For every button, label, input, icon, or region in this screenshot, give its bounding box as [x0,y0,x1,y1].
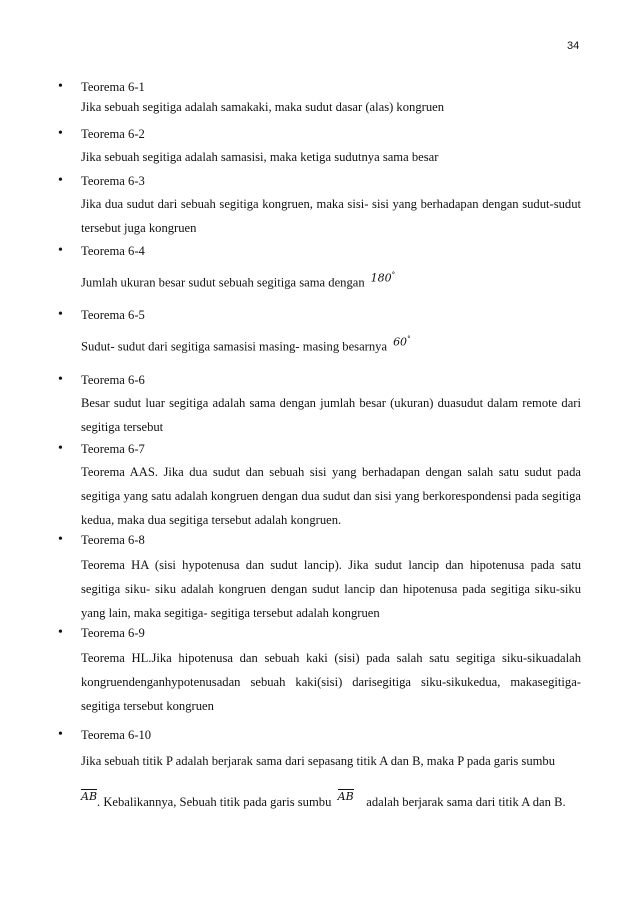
bullet-icon: • [58,727,63,742]
theorem-body: Teorema AAS. Jika dua sudut dan sebuah sisi yang berhadapan dengan salah satu sudut pada segitiga yang satu adalah kongruen dengan dua sudut dan sisi yang berkorespondensi pada segitiga kedua, maka dua segitiga tersebut adalah kongruen. [81,465,581,527]
angle-value [371,263,396,291]
bullet-icon: • [58,372,63,387]
segment-ab: AB [81,790,98,803]
theorem-title: Teorema 6-10 [81,728,152,742]
bullet-icon: • [58,173,63,188]
theorem-title: Teorema 6-4 [81,244,145,258]
theorem-body-continued [81,790,581,814]
theorem-title: Teorema 6-2 [81,127,145,141]
bullet-icon: • [58,307,63,322]
theorem-title: Teorema 6-7 [81,442,145,456]
theorem-body: Jika sebuah segitiga adalah samasisi, maka ketiga sudutnya sama besar [81,150,439,164]
degree-symbol: ° [407,335,411,343]
theorem-title: Teorema 6-5 [81,308,145,322]
angle-number: 180 [370,271,392,285]
segment-ab: AB [337,790,354,803]
theorem-body [81,332,581,360]
theorem-title: Teorema 6-8 [81,533,145,547]
angle-number: 60 [393,335,408,349]
theorem-title: Teorema 6-1 [81,80,145,94]
theorem-text: adalah berjarak sama dari titik A dan B. [366,795,566,809]
theorem-text: . Kebalikannya, Sebuah titik pada garis sumbu [97,795,332,809]
theorem-body: Teorema HA (sisi hypotenusa dan sudut lancip). Jika sudut lancip dan hipotenusa pada satu segitiga siku- siku adalah kongruen dengan sudut lancip dan hipotenusa pada segitiga siku-siku yang lain, maka segitiga- segitiga tersebut adalah kongruen [81,558,581,620]
page-number: 34 [567,40,580,52]
theorem-body: Jika sebuah segitiga adalah samakaki, maka sudut dasar (alas) kongruen [81,100,444,114]
theorem-title: Teorema 6-6 [81,373,145,387]
theorem-body: Jika sebuah titik P adalah berjarak sama dari sepasang titik A dan B, maka P pada garis sumbu [81,754,556,768]
bullet-icon: • [58,79,63,94]
theorem-body [81,268,581,296]
bullet-icon: • [58,243,63,258]
theorem-text: Sudut- sudut dari segitiga samasisi masing- masing besarnya [81,339,388,354]
theorem-body: Besar sudut luar segitiga adalah sama dengan jumlah besar (ukuran) duasudut dalam remote dari segitiga tersebut [81,396,581,434]
degree-symbol: ° [391,271,396,279]
angle-value [393,327,411,355]
bullet-icon: • [58,532,63,547]
theorem-text: Jumlah ukuran besar sudut sebuah segitiga sama dengan [81,275,365,290]
theorem-title: Teorema 6-9 [81,626,145,640]
theorem-body: Teorema HL.Jika hipotenusa dan sebuah kaki (sisi) pada salah satu segitiga siku-sikuadalah kongruendenganhypotenusadan sebuah kaki(sisi) darisegitiga siku-sikukedua, makasegitiga-segitiga tersebut kongruen [81,651,581,713]
theorem-body: Jika dua sudut dari sebuah segitiga kongruen, maka sisi- sisi yang berhadapan dengan sudut-sudut tersebut juga kongruen [81,197,581,235]
bullet-icon: • [58,441,63,456]
bullet-icon: • [58,625,63,640]
bullet-icon: • [58,126,63,141]
theorem-title: Teorema 6-3 [81,174,145,188]
